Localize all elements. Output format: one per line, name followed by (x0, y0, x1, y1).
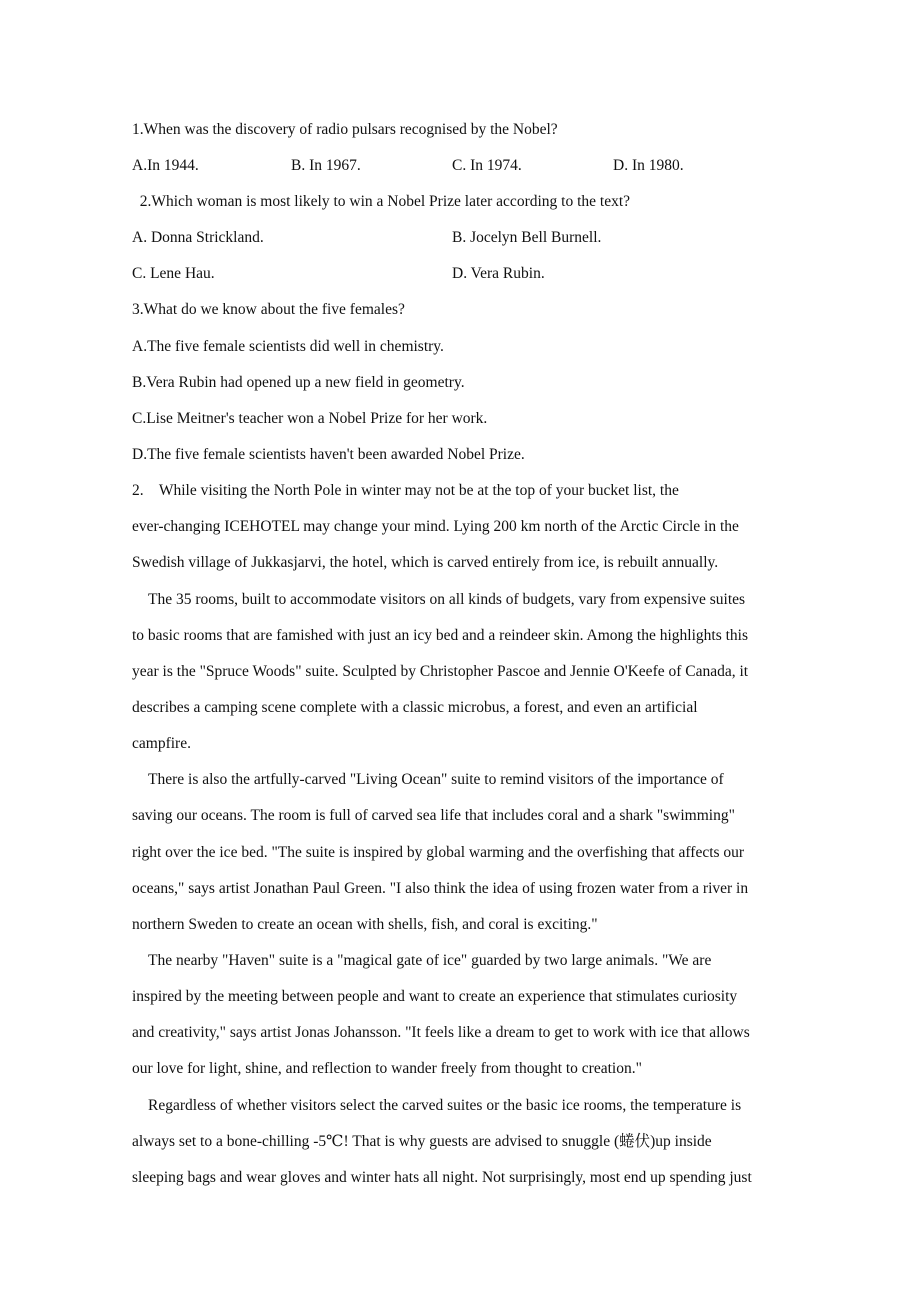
passage-line: The nearby "Haven" suite is a "magical gate of ice" guarded by two large animals. "We are (148, 952, 712, 969)
question-1-stem: 1.When was the discovery of radio pulsars recognised by the Nobel? (132, 121, 558, 138)
passage-line: always set to a bone-chilling -5℃! That is why guests are advised to snuggle (蜷伏)up inside (132, 1133, 712, 1150)
question-2-option-d: D. Vera Rubin. (452, 265, 545, 282)
question-1-option-a: A.In 1944. (132, 157, 199, 174)
question-2-stem: 2.Which woman is most likely to win a Nobel Prize later according to the text? (132, 193, 631, 210)
passage-line: 2. While visiting the North Pole in winter may not be at the top of your bucket list, the (132, 482, 679, 499)
passage-line: describes a camping scene complete with a classic microbus, a forest, and even an artificial (132, 699, 698, 716)
passage-line: campfire. (132, 735, 191, 752)
passage-line: inspired by the meeting between people and want to create an experience that stimulates curiosity (132, 988, 738, 1005)
passage-line: The 35 rooms, built to accommodate visitors on all kinds of budgets, vary from expensive suites (148, 591, 746, 608)
question-1-option-c: C. In 1974. (452, 157, 522, 174)
passage-line: right over the ice bed. "The suite is inspired by global warming and the overfishing that affects our (132, 844, 745, 861)
passage-line: to basic rooms that are famished with just an icy bed and a reindeer skin. Among the highlights this (132, 627, 749, 644)
question-2-option-a: A. Donna Strickland. (132, 229, 264, 246)
question-2-option-c: C. Lene Hau. (132, 265, 215, 282)
question-3-option-c: C.Lise Meitner's teacher won a Nobel Prize for her work. (132, 410, 488, 427)
question-3-stem: 3.What do we know about the five females? (132, 301, 405, 318)
passage-line: sleeping bags and wear gloves and winter hats all night. Not surprisingly, most end up spending just (132, 1169, 752, 1186)
passage-line: northern Sweden to create an ocean with shells, fish, and coral is exciting." (132, 916, 598, 933)
passage-line: oceans," says artist Jonathan Paul Green. "I also think the idea of using frozen water from a river in (132, 880, 749, 897)
passage-line: Swedish village of Jukkasjarvi, the hotel, which is carved entirely from ice, is rebuilt annually. (132, 554, 719, 571)
passage-line: ever-changing ICEHOTEL may change your mind. Lying 200 km north of the Arctic Circle in the (132, 518, 739, 535)
question-2-option-b: B. Jocelyn Bell Burnell. (452, 229, 602, 246)
question-1-option-d: D. In 1980. (613, 157, 684, 174)
question-1-option-b: B. In 1967. (291, 157, 361, 174)
passage-line: saving our oceans. The room is full of carved sea life that includes coral and a shark "swimming" (132, 807, 735, 824)
passage-line: There is also the artfully-carved "Living Ocean" suite to remind visitors of the importance of (148, 771, 724, 788)
passage-line: and creativity," says artist Jonas Johansson. "It feels like a dream to get to work with ice that allows (132, 1024, 750, 1041)
passage-line: year is the "Spruce Woods" suite. Sculpted by Christopher Pascoe and Jennie O'Keefe of Canada, it (132, 663, 749, 680)
question-3-option-d: D.The five female scientists haven't been awarded Nobel Prize. (132, 446, 525, 463)
passage-line: Regardless of whether visitors select the carved suites or the basic ice rooms, the temperature is (148, 1097, 742, 1114)
passage-line: our love for light, shine, and reflection to wander freely from thought to creation." (132, 1060, 642, 1077)
question-3-option-a: A.The five female scientists did well in chemistry. (132, 338, 444, 355)
question-3-option-b: B.Vera Rubin had opened up a new field in geometry. (132, 374, 465, 391)
